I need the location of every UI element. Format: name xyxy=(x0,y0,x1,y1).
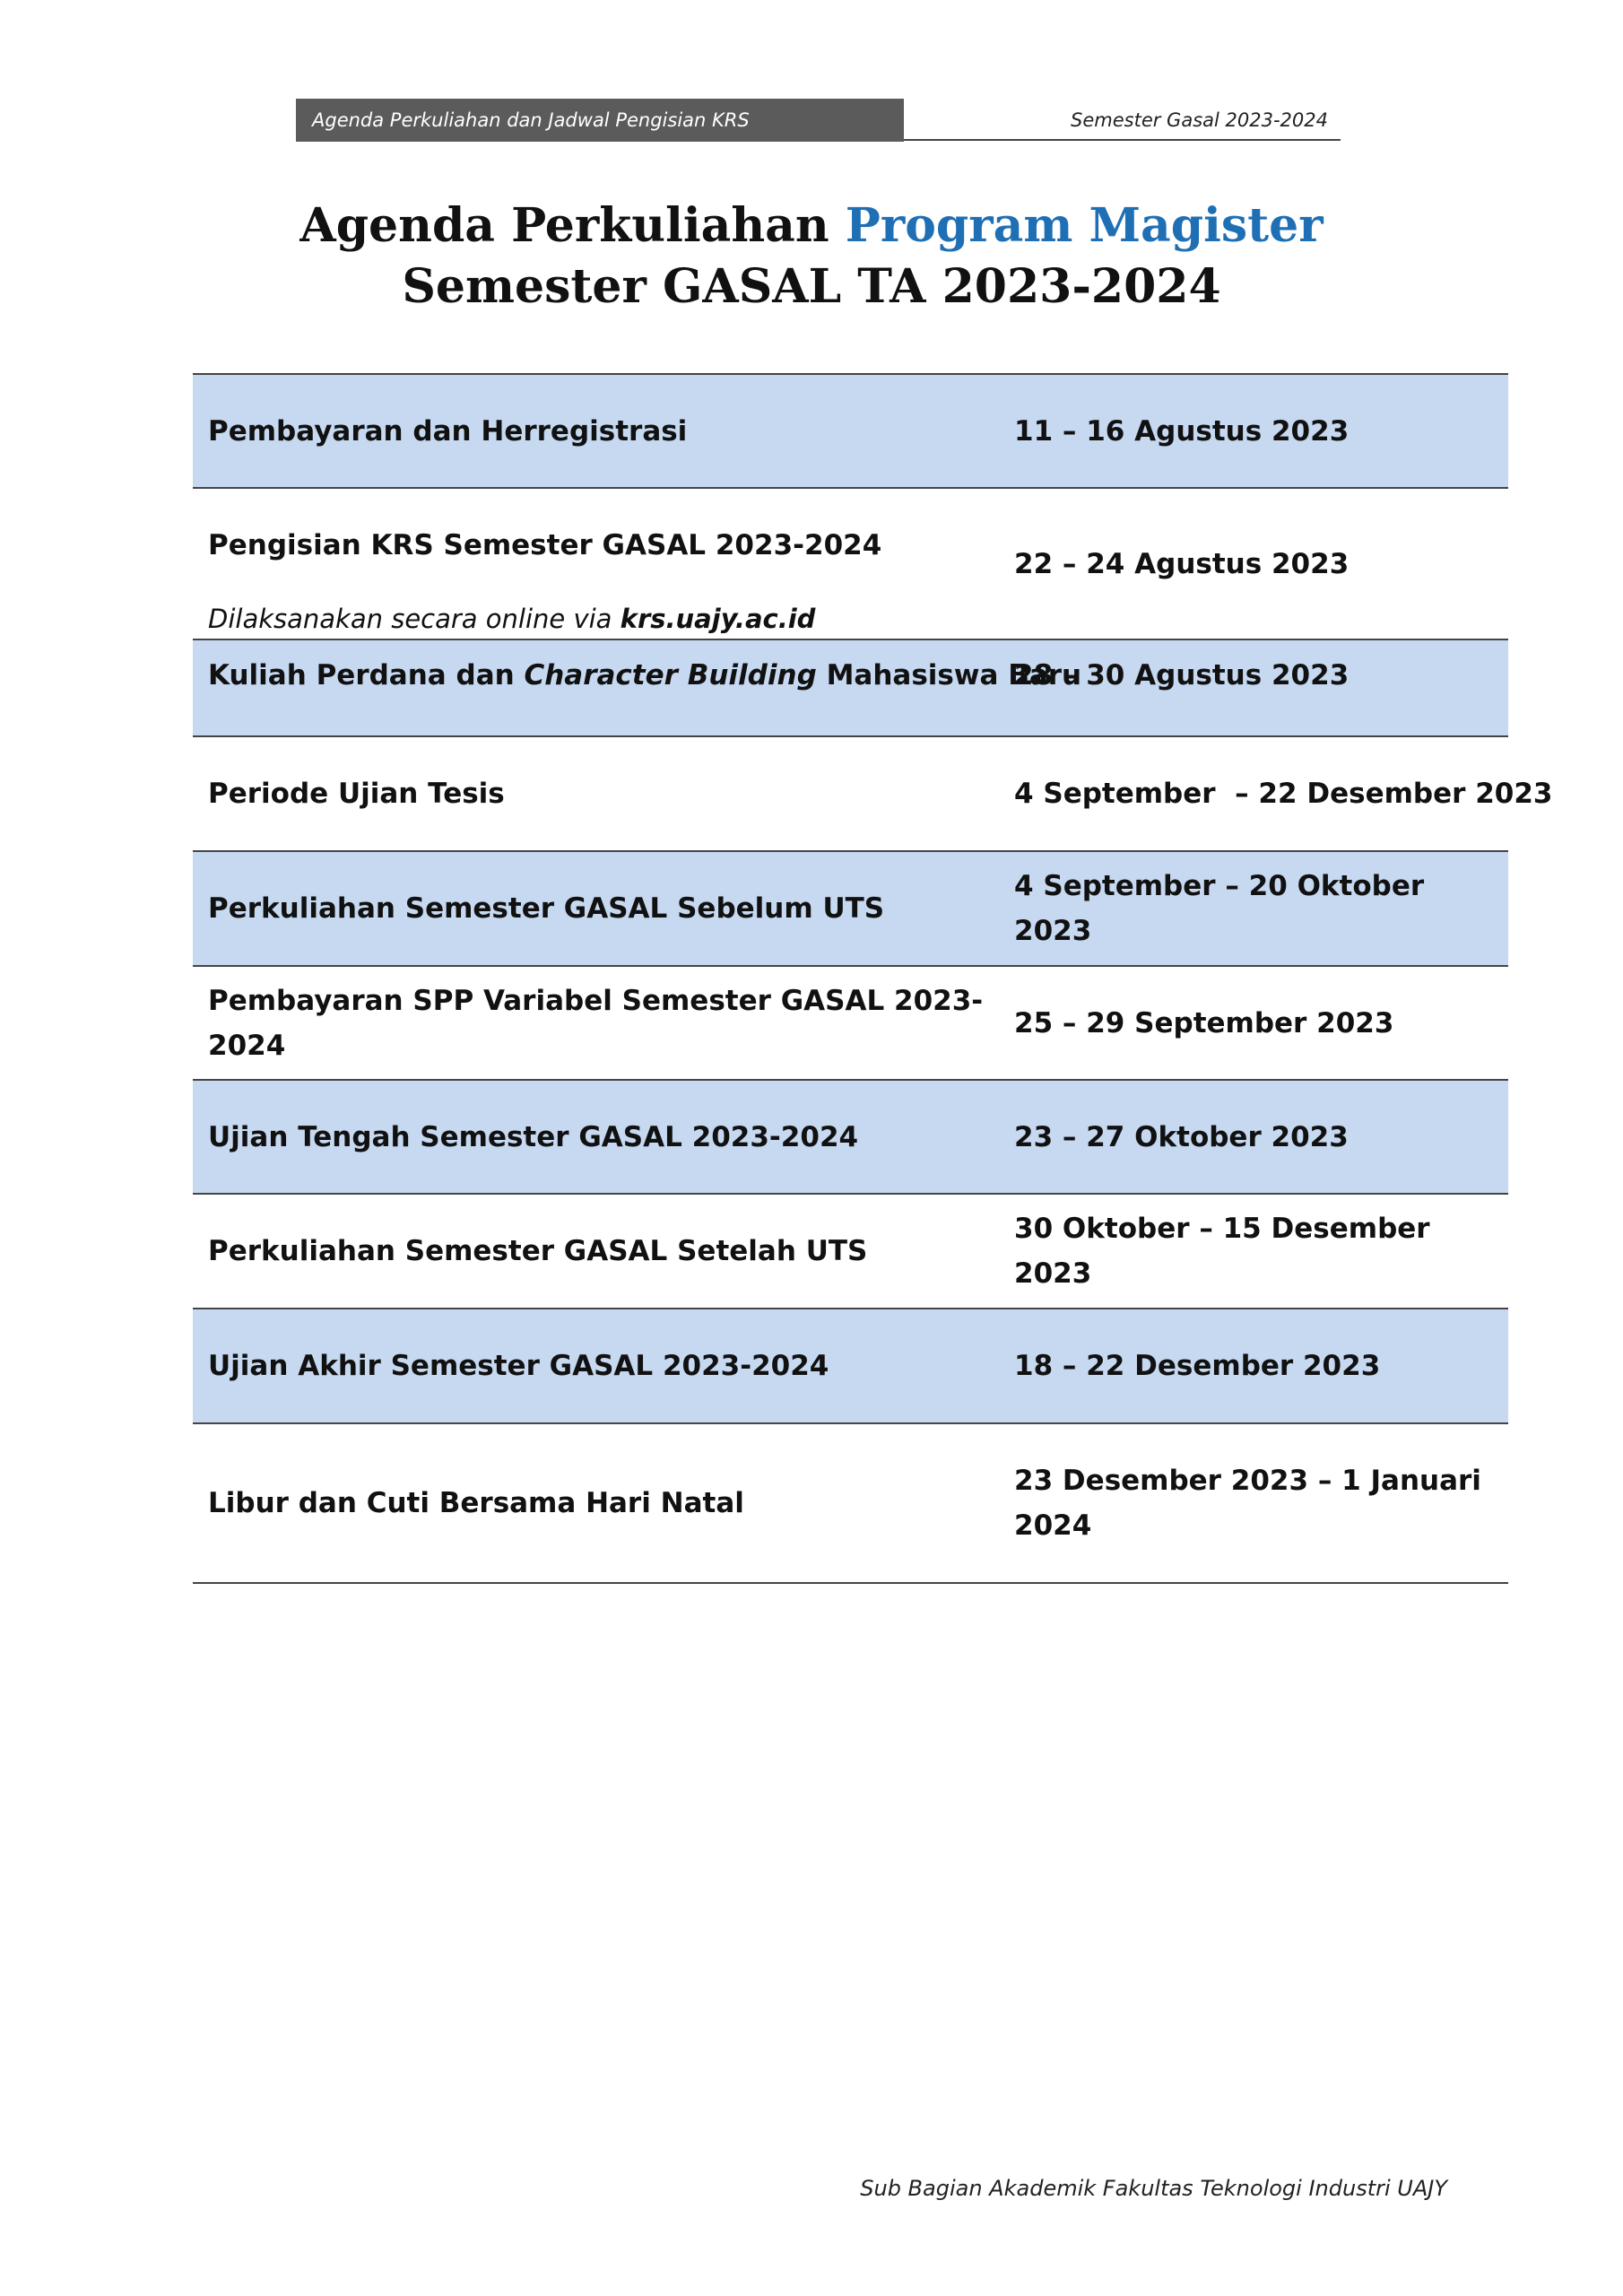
activity-prefix: Kuliah Perdana dan xyxy=(208,659,515,691)
agenda-row xyxy=(193,967,1508,1081)
activity-italic: Character Building xyxy=(524,659,817,691)
agenda-date-line-1: 23 Desember 2023 – 1 Januari xyxy=(1014,1465,1481,1497)
title-program-accent: Program Magister xyxy=(845,198,1324,253)
page-footer: Sub Bagian Akademik Fakultas Teknologi Industri UAJY xyxy=(860,2176,1447,2201)
page-title-line-1 xyxy=(0,196,1623,257)
agenda-activity: Ujian Tengah Semester GASAL 2023-2024 xyxy=(208,1120,859,1153)
agenda-row xyxy=(193,1309,1508,1424)
header-document-title: Agenda Perkuliahan dan Jadwal Pengisian KRS xyxy=(296,99,904,142)
agenda-activity: Pembayaran SPP Variabel Semester GASAL 2023-2024 xyxy=(208,984,984,1062)
agenda-activity xyxy=(208,653,1081,698)
agenda-activity: Pembayaran dan Herregistrasi xyxy=(208,414,688,448)
page-title-line-2: Semester GASAL TA 2023-2024 xyxy=(402,259,1221,314)
agenda-activity: Perkuliahan Semester GASAL Sebelum UTS xyxy=(208,892,885,925)
agenda-activity: Libur dan Cuti Bersama Hari Natal xyxy=(208,1487,744,1519)
agenda-row xyxy=(193,1195,1508,1309)
agenda-row xyxy=(193,489,1508,640)
page-title xyxy=(0,196,1623,317)
krs-website-link[interactable]: krs.uajy.ac.id xyxy=(620,604,816,634)
running-header xyxy=(296,99,1341,142)
agenda-activity-cell xyxy=(208,640,1082,735)
agenda-date: 30 Oktober – 15 Desember 2023 xyxy=(1014,1213,1430,1290)
agenda-date: 4 September – 22 Desember 2023 xyxy=(1014,778,1553,810)
agenda-row xyxy=(193,852,1508,967)
agenda-row xyxy=(193,1081,1508,1195)
agenda-date: 25 – 29 September 2023 xyxy=(1014,1006,1394,1039)
agenda-date: 18 – 22 Desember 2023 xyxy=(1014,1350,1381,1382)
agenda-activity-cell xyxy=(208,489,997,639)
agenda-date: 4 September – 20 Oktober 2023 xyxy=(1014,870,1425,947)
agenda-activity: Pengisian KRS Semester GASAL 2023-2024 xyxy=(208,529,882,561)
header-semester-label: Semester Gasal 2023-2024 xyxy=(904,99,1341,141)
agenda-date: 11 – 16 Agustus 2023 xyxy=(1014,414,1350,448)
agenda-row xyxy=(193,640,1508,737)
agenda-date-line-2: 2024 xyxy=(1014,1509,1092,1542)
agenda-row xyxy=(193,375,1508,489)
agenda-table xyxy=(193,373,1553,1584)
agenda-date: 23 – 27 Oktober 2023 xyxy=(1014,1120,1349,1153)
agenda-activity: Periode Ujian Tesis xyxy=(208,778,505,810)
agenda-date: 28 – 30 Agustus 2023 xyxy=(1014,659,1350,691)
agenda-date xyxy=(1014,1424,1503,1582)
agenda-activity-note xyxy=(208,596,815,641)
agenda-row xyxy=(193,737,1553,852)
agenda-date: 22 – 24 Agustus 2023 xyxy=(1014,547,1350,580)
note-prefix: Dilaksanakan secara online via xyxy=(208,604,612,634)
agenda-activity: Perkuliahan Semester GASAL Setelah UTS xyxy=(208,1235,868,1267)
activity-suffix: Mahasiswa Baru xyxy=(826,659,1082,691)
agenda-row xyxy=(193,1424,1508,1584)
title-prefix: Agenda Perkuliahan xyxy=(299,198,829,253)
agenda-activity: Ujian Akhir Semester GASAL 2023-2024 xyxy=(208,1350,829,1382)
